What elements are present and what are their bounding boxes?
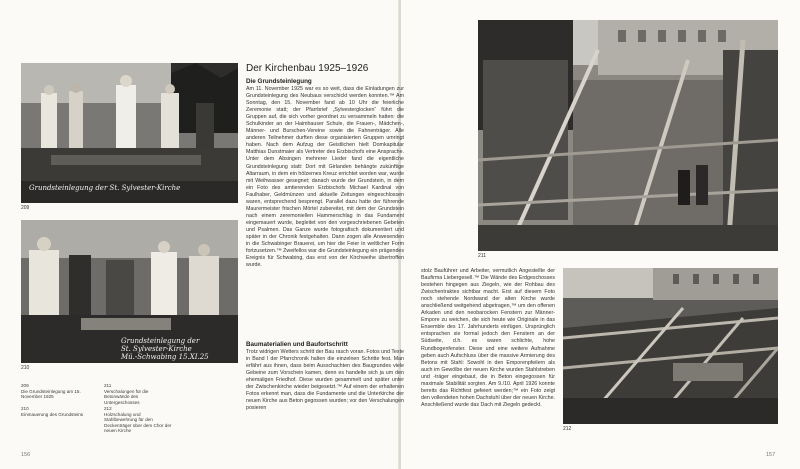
photo-210-cornerstone <box>21 220 238 363</box>
section-text-grundsteinlegung: Am 11. November 1925 war es so weit, dass die Einladungen zur Grundsteinlegung des Neubaus verschickt werden konnten.™ Am Sonntag, den 15. November fand ab 10 Uhr die feierliche Zeremonie statt; der Pfarrbrief „Sylvesterglocken“ führt die Gruppen auf, die sich vorher geordnet zu versammeln hatten: die Schulkinder an der Haimhauser Schule, die Frauen-, Mädchen-, Männer- und Burschen-Vereine sowie die Fahnenträger. Alle anderen Teilnehmer durften diese organisierten Gruppen umringt haben. Nach dem Aufzug der Geistlichen hielt Domkapitular Matthias Dunstmaier als Vertreter des Erzbischofs eine Ansprache. Unter dem Absingen mehrerer Lieder fand die eigentliche Grundsteinlegung statt: Dort mit Girlanden behängte zukünftige Altarraum, in dem ein hölzernes Kreuz errichtet worden war, wurde mit Weihwasser gesegnet; danach wurde der Grundstein, in dem ein Foto des amtierenden Erzbischofs Michael Kardinal von Faulhaber, Geldmünzen und aktuelle Zeitungen eingeschlossen waren, entsprechend besprengt. Parallel dazu hatte der führende Maurermeister frischen Mörtel zubereitet, mit dem der Grundstein nach einem zeremoniellen Hammerschlag in das Fundament eingemauert wurde, begleitet von den vorgeschriebenen Gebeten und Psalmen. Das Ganze wurde fotografisch dokumentiert und später in der Chronik festgehalten. Dann zogen alle Anwesenden in die Schwabinger Brauerei, um hier die Feier in weltlicher Form fortzusetzen.™ Zweifellos war die Grundsteinlegung ein prägendes Ereignis für Schwabing, das erst von der Kirchweihe übertroffen wurde. <box>246 86 404 269</box>
section-heading-baumaterialien: Baumaterialien und Baufortschritt <box>246 341 348 348</box>
photo-209-inscription: Grundsteinlegung der St. Sylvester-Kirche <box>29 184 181 192</box>
page-number-left: 156 <box>21 452 31 458</box>
section-text-baumaterialien: Trotz widrigen Wetters schritt der Bau rasch voran. Fotos und Texte in Band I der Pfarrchronik halten die einzelnen Schritte fest. Man erfährt aus ihnen, dass beim Ausschachten des Baugrundes viele Gebeine zum Vorschein kamen, denn es handelte sich ja um den ehemaligen Friedhof. Diese wurden gesammelt und später unter der Zwischenkirche wieder beigesetzt.™ Auf einem der erhaltenen Fotos erkennt man, dass die Fundamente und die Unterkirche der neuen Kirche aus Beton gegossen wurden; vor den Verschalungen posieren <box>246 349 404 412</box>
fig-number-210: 210 <box>21 365 30 371</box>
chapter-title: Der Kirchenbau 1925–1926 <box>246 63 369 74</box>
caption-211: 211 Verschalungen für die Betonwände des Untergeschosses <box>104 383 149 405</box>
caption-210: 210 Einmauerung des Grundsteins <box>21 406 84 417</box>
photo-209-ceremony <box>21 63 238 203</box>
right-page-text: stolz Bauführer und Arbeiter, vermutlich Angestellte der Baufirma Liebergesell.™ Die Wände des Erdgeschosses bestehen hingegen aus Ziegeln, wie der Rohbau des Zwischentraktes sichtbar macht. Erst auf diesem Foto noch stehende Nordwand der alten Kirche wurde anschließend weitgehend abgetragen,™ um den offenen Arkaden und den neobarocken Fenstern zur Männer-Empore zu weichen, die sich heute wie Originale in das Ensemble des 17. Jahrhunderts einfügen. Ursprünglich entsprachen sie formal jedoch den Fenstern an der Südseite, d.h. es waren schlichte, hohe Rundbogenfenster. Diese und eine weitere Aufnahme geben auch Aufschluss über die massive Armierung des Betons mit Stahl: Sowohl in den Emporenpfeilern als auch im Gewölbe der neuen Kirche wurden Stahlstreben und -träger eingebaut, die in Beton eingegossen für maximale Stabilität sorgten. Am 9./10. April 1926 konnte bereits das Richtfest gefeiert werden;™ ein Foto zeigt den vollendeten hohen Dachstuhl über der neuen Kirche. Anschließend wurde das Dach mit Ziegeln gedeckt. <box>421 268 555 408</box>
fig-number-211: 211 <box>478 253 486 259</box>
caption-212: 212 Holzschalung und Stahlbewehrung für den Deckenträger über dem Chor der neuen Kirche <box>104 406 172 433</box>
photo-212-rebar-ceiling <box>563 268 778 424</box>
fig-number-212: 212 <box>563 426 572 432</box>
fig-number-209: 209 <box>21 205 30 211</box>
photo-211-formwork <box>478 20 778 251</box>
section-heading-grundsteinlegung: Die Grundsteinlegung <box>246 78 312 85</box>
caption-209: 209 Die Grundsteinlegung am 15. November 1925 <box>21 383 81 399</box>
photo-210-inscription: Grundsteinlegung der St. Sylvester-Kirche Mü.-Schwabing 15.XI.25 <box>121 337 209 361</box>
page-number-right: 157 <box>766 452 776 458</box>
